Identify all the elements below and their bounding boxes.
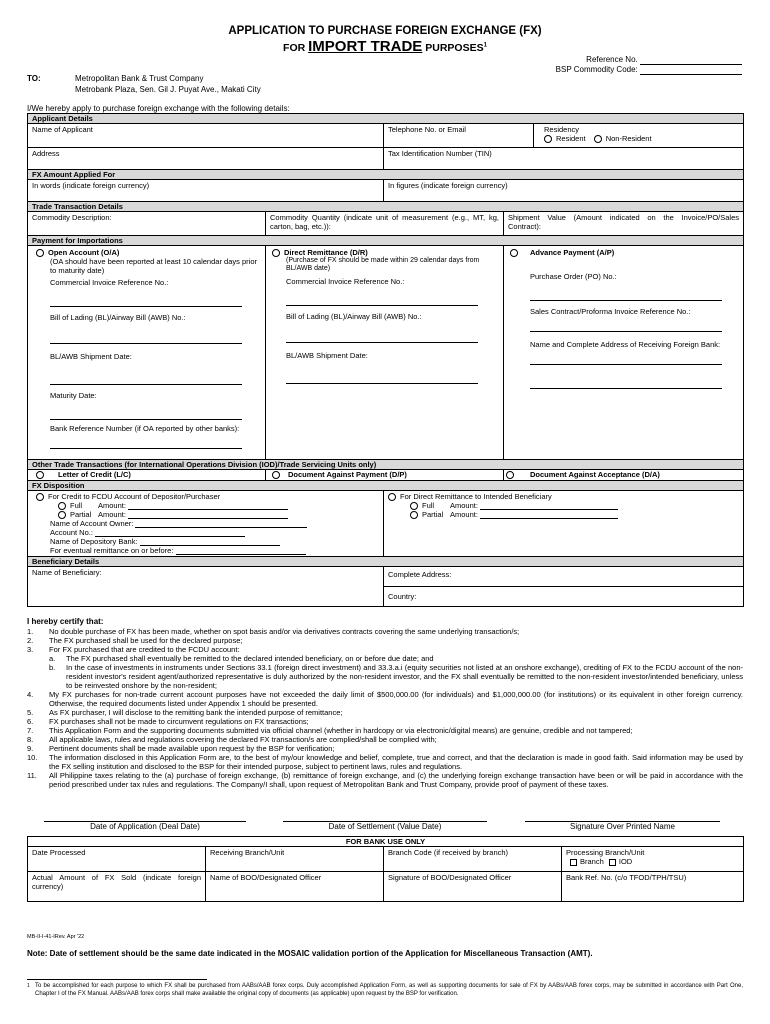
- date-of-application-field[interactable]: [44, 821, 246, 832]
- open-account-radio[interactable]: [36, 249, 44, 257]
- applicant-name-label: Name of Applicant: [32, 125, 93, 134]
- ap-bank-input[interactable]: [530, 355, 722, 365]
- subtitle-suffix: PURPOSES: [422, 42, 484, 54]
- ap-contract-input[interactable]: [530, 322, 722, 332]
- quantity-field[interactable]: [266, 212, 504, 236]
- bank-use-header: FOR BANK USE ONLY: [28, 837, 744, 847]
- boo-name-label: Name of BOO/Designated Officer: [210, 873, 322, 882]
- certify-item: [27, 690, 743, 708]
- account-no-input[interactable]: [95, 529, 245, 537]
- footnote-mark: 1: [483, 42, 487, 49]
- oa-bl-label: Bill of Lading (BL)/Airway Bill (AWB) No.:: [50, 313, 186, 323]
- footnote-rule: [27, 979, 207, 980]
- bsp-commodity-code-field[interactable]: [556, 65, 742, 75]
- resident-radio[interactable]: [544, 135, 552, 143]
- date-of-settlement-field[interactable]: [283, 821, 487, 832]
- shipment-field[interactable]: [504, 212, 744, 236]
- certify-item: [27, 744, 743, 753]
- processing-branch-label: Processing Branch/Unit: [566, 848, 645, 857]
- fcdu-full-amount-label: Amount:: [98, 501, 126, 511]
- address-field[interactable]: [28, 148, 384, 170]
- advance-payment-panel: [504, 246, 744, 460]
- shipment-label: Shipment Value (Amount indicated on the Invoice/PO/Sales Contract):: [508, 213, 740, 231]
- ap-po-input[interactable]: [530, 291, 722, 301]
- payment-header: Payment for Importations: [28, 236, 744, 246]
- certify-item: [27, 771, 743, 789]
- direct-remittance-panel: [266, 246, 504, 460]
- residency-field: [534, 124, 744, 148]
- certify-item-number: 9.: [27, 744, 34, 753]
- direct-partial-amount-label: Amount:: [450, 510, 478, 520]
- telephone-field[interactable]: [384, 124, 534, 148]
- direct-remit-panel: [384, 491, 744, 557]
- certify-subitem: [27, 663, 743, 690]
- boo-signature-field[interactable]: [384, 872, 562, 902]
- direct-partial-label: Partial: [422, 510, 444, 520]
- disposition-header: FX Disposition: [28, 481, 744, 491]
- bank-ref-field[interactable]: [562, 872, 744, 902]
- non-resident-radio[interactable]: [594, 135, 602, 143]
- certify-item-text: The information disclosed in this Application Form are, to the best of my/our knowledge and belief, complete, true and correct, and that the declaration is made in good faith. Said information may be used by the FX selling institution and disclosed to the BSP for their intended purpose, subject to pertinent laws, rules and regulations.: [49, 753, 743, 771]
- open-account-note: (OA should have been reported at least 10 calendar days prior to maturity date): [50, 257, 257, 276]
- beneficiary-name-field[interactable]: [28, 567, 384, 607]
- fcdu-partial-amount-label: Amount:: [98, 510, 126, 520]
- certify-item-text: Pertinent documents shall be made available upon request by the BSP for verification;: [49, 744, 335, 753]
- fcdu-partial-label: Partial: [70, 510, 92, 520]
- lc-option: [28, 470, 266, 481]
- date-processed-field[interactable]: [28, 847, 206, 872]
- addressee: [75, 74, 261, 96]
- boo-name-field[interactable]: [206, 872, 384, 902]
- form-subtitle: [0, 38, 770, 56]
- fcdu-full-radio[interactable]: [58, 502, 66, 510]
- residency-label: Residency: [544, 125, 580, 134]
- bsp-code-label: BSP Commodity Code:: [555, 65, 638, 74]
- telephone-label: Telephone No. or Email: [388, 125, 466, 134]
- direct-full-radio[interactable]: [410, 502, 418, 510]
- form-title: APPLICATION TO PURCHASE FOREIGN EXCHANGE (FX): [228, 25, 542, 37]
- certify-item-number: 8.: [27, 735, 34, 744]
- beneficiary-header: Beneficiary Details: [28, 557, 744, 567]
- certify-item-number: 6.: [27, 717, 34, 726]
- subtitle-prefix: FOR: [283, 42, 309, 54]
- non-resident-label: Non-Resident: [605, 134, 652, 143]
- oa-bank-ref-label: Bank Reference Number (if OA reported by other banks):: [50, 424, 240, 434]
- direct-remittance-radio[interactable]: [272, 249, 280, 257]
- date-of-settlement-label: Date of Settlement (Value Date): [328, 822, 442, 831]
- da-label: Document Against Acceptance (D/A): [530, 470, 660, 479]
- certify-item-text: This Application Form and the supporting documents submitted via official channel (whether in hardcopy or via electronic/digital means) are genuine, credible and not tampered;: [49, 726, 633, 735]
- eventual-input[interactable]: [176, 547, 306, 555]
- open-account-panel: [28, 246, 266, 460]
- dp-option: [266, 470, 504, 481]
- reference-no-label: Reference No.: [586, 55, 638, 64]
- depository-input[interactable]: [140, 538, 280, 546]
- certify-subitem: [27, 654, 743, 663]
- commodity-field[interactable]: [28, 212, 266, 236]
- branch-checkbox[interactable]: [570, 859, 577, 866]
- advance-payment-radio[interactable]: [510, 249, 518, 257]
- certify-item-text: All applicable laws, rules and regulations covering the declared FX transaction/s are complied/shall be complied with;: [49, 735, 437, 744]
- owner-label: Name of Account Owner:: [50, 519, 134, 529]
- certify-item-number: b.: [49, 663, 56, 672]
- ap-bank-input-2[interactable]: [530, 379, 722, 389]
- dr-invoice-input[interactable]: [286, 296, 478, 306]
- certify-item-number: 7.: [27, 726, 34, 735]
- dr-ship-date-label: BL/AWB Shipment Date:: [286, 350, 368, 360]
- fcdu-panel: [28, 491, 384, 557]
- amount-words-field[interactable]: [28, 180, 384, 202]
- bank-address: Metrobank Plaza, Sen. Gil J. Puyat Ave., Makati City: [75, 84, 261, 94]
- tin-label: Tax Identification Number (TIN): [388, 149, 492, 158]
- oa-bank-ref-input[interactable]: [50, 439, 242, 449]
- address-label: Address: [32, 149, 60, 158]
- actual-amount-label: Actual Amount of FX Sold (indicate foreign currency): [32, 873, 201, 891]
- certify-item: [27, 645, 743, 654]
- date-processed-label: Date Processed: [32, 848, 86, 857]
- settlement-note: Note: Date of settlement should be the same date indicated in the MOSAIC validation portion of the Application for Miscellaneous Transaction (AMT).: [27, 949, 593, 958]
- beneficiary-address-field[interactable]: [384, 567, 744, 587]
- advance-payment-label: Advance Payment (A/P): [530, 248, 615, 257]
- iod-checkbox[interactable]: [609, 859, 616, 866]
- actual-amount-field[interactable]: [28, 872, 206, 902]
- certify-item: [27, 753, 743, 771]
- amount-words-label: In words (indicate foreign currency): [32, 181, 150, 190]
- oa-ship-date-label: BL/AWB Shipment Date:: [50, 352, 132, 362]
- certify-item-number: 5.: [27, 708, 34, 717]
- direct-full-amount-input[interactable]: [480, 502, 618, 510]
- owner-input[interactable]: [135, 520, 307, 528]
- open-account-label: Open Account (O/A): [48, 248, 120, 257]
- fcdu-full-label: Full: [70, 501, 83, 511]
- direct-remit-label: For Direct Remittance to Intended Beneficiary: [400, 492, 552, 501]
- fcdu-partial-radio[interactable]: [58, 511, 66, 519]
- amount-figures-label: In figures (indicate foreign currency): [388, 181, 508, 190]
- oa-invoice-input[interactable]: [50, 297, 242, 307]
- certify-item-text: FX purchases shall not be made to circumvent regulations on FX transactions;: [49, 717, 309, 726]
- account-no-label: Account No.:: [50, 528, 93, 538]
- quantity-label: Commodity Quantity (indicate unit of measurement (e.g., MT, kg, carton, bag, etc.)):: [270, 213, 499, 231]
- fcdu-radio[interactable]: [36, 493, 44, 501]
- certify-item-text: As FX purchaser, I will disclose to the remitting bank the intended purpose of remittance;: [49, 708, 343, 717]
- oa-invoice-label: Commercial Invoice Reference No.:: [50, 278, 169, 288]
- boo-signature-label: Signature of BOO/Designated Officer: [388, 873, 512, 882]
- processing-branch-field: [562, 847, 744, 872]
- beneficiary-name-label: Name of Beneficiary:: [32, 568, 102, 578]
- branch-label: Branch: [580, 857, 604, 866]
- certify-item-number: 10.: [27, 753, 38, 762]
- direct-remit-radio[interactable]: [388, 493, 396, 501]
- beneficiary-country-field[interactable]: [384, 587, 744, 607]
- branch-code-field[interactable]: [384, 847, 562, 872]
- certify-item-number: a.: [49, 654, 56, 663]
- subtitle-emphasis: IMPORT TRADE: [308, 38, 423, 55]
- certify-item-text: In the case of investments in instruments under Sections 33.1 (foreign direct investment) and 33.3.a.i (equity securities not listed at an onshore exchange), crediting of FX to the FCDU account of the non-resident investor's resident agent/authorized representative is duly authorized by the non-resident investor, and the FX shall eventually be remitted to the non-resident investor/intended beneficiary, unless to be reinvested onshore by the non-resident;: [66, 663, 743, 690]
- commodity-label: Commodity Description:: [32, 213, 112, 222]
- receiving-branch-label: Receiving Branch/Unit: [210, 848, 285, 857]
- reference-no-field[interactable]: [586, 55, 742, 65]
- date-of-application-label: Date of Application (Deal Date): [90, 822, 200, 831]
- certify-item: [27, 735, 743, 744]
- oa-bl-input[interactable]: [50, 334, 242, 344]
- fcdu-label: For Credit to FCDU Account of Depositor/Purchaser: [48, 492, 221, 501]
- certify-item-number: 3.: [27, 645, 34, 654]
- trade-header: Trade Transaction Details: [28, 202, 744, 212]
- da-option: [504, 470, 744, 481]
- bank-ref-label: Bank Ref. No. (c/o TFOD/TPH/TSU): [566, 873, 687, 882]
- certify-item: [27, 636, 743, 645]
- resident-label: Resident: [556, 134, 586, 143]
- branch-code-label: Branch Code (if received by branch): [388, 848, 509, 857]
- dp-label: Document Against Payment (D/P): [288, 470, 407, 479]
- beneficiary-address-label: Complete Address:: [388, 570, 452, 580]
- dr-bl-label: Bill of Lading (BL)/Airway Bill (AWB) No.:: [286, 311, 422, 321]
- application-form-table: [27, 113, 744, 607]
- signature-label: Signature Over Printed Name: [570, 822, 675, 831]
- lc-radio[interactable]: [36, 471, 44, 479]
- certify-item-text: My FX purchases for non-trade current account purposes have not exceeded the daily limit of $500,000.00 (for individuals) and $1,000,000.00 (for institutions) or its equivalent in other foreign currency. Otherwise, the required documents listed under Appendix 1 should be presented.: [49, 690, 743, 708]
- certify-item-text: For FX purchased that are credited to the FCDU account:: [49, 645, 240, 654]
- certify-list: [27, 627, 743, 789]
- ap-bank-label: Name and Complete Address of Receiving Foreign Bank:: [530, 340, 721, 350]
- certify-item-text: No double purchase of FX has been made, whether on spot basis and/or via derivatives contracts covering the same underlying transaction/s;: [49, 627, 520, 636]
- oa-maturity-label: Maturity Date:: [50, 391, 97, 401]
- applicant-header: Applicant Details: [28, 114, 744, 124]
- da-radio[interactable]: [506, 471, 514, 479]
- direct-full-label: Full: [422, 501, 435, 511]
- other-header: Other Trade Transactions (for International Operations Division (IOD)/Trade Servicing Units only): [28, 460, 744, 470]
- certify-item-number: 11.: [27, 771, 37, 780]
- eventual-label: For eventual remittance on or before:: [50, 546, 174, 556]
- fcdu-partial-amount-input[interactable]: [128, 511, 288, 519]
- direct-partial-radio[interactable]: [410, 511, 418, 519]
- fx-amount-header: FX Amount Applied For: [28, 170, 744, 180]
- certify-item: [27, 627, 743, 636]
- direct-full-amount-label: Amount:: [450, 501, 478, 511]
- footnote-number: 1: [27, 983, 30, 989]
- depository-label: Name of Depository Bank:: [50, 537, 138, 547]
- direct-remittance-label: Direct Remittance (D/R): [284, 248, 368, 257]
- certify-header: I hereby certify that:: [27, 617, 104, 626]
- dp-radio[interactable]: [272, 471, 280, 479]
- certify-item-number: 4.: [27, 690, 34, 699]
- certify-item: [27, 726, 743, 735]
- certify-item-number: 1.: [27, 627, 34, 636]
- certify-item-number: 2.: [27, 636, 34, 645]
- to-label: TO:: [27, 74, 41, 83]
- ap-po-label: Purchase Order (PO) No.:: [530, 272, 617, 282]
- certify-item: [27, 717, 743, 726]
- direct-remittance-note: (Purchase of FX should be made within 29 calendar days from BL/AWB date): [286, 257, 480, 273]
- dr-ship-date-input[interactable]: [286, 374, 478, 384]
- receiving-branch-field[interactable]: [206, 847, 384, 872]
- footnote-text: To be accomplished for each purpose to which FX shall be purchased from AABs/AAB forex corps. Duly accomplished Application Form, as well as supporting documents for sale of FX by AABs/AAB forex corps, may be submitted in accordance with Part One, Chapter I of the FX Manual. AABs/AAB forex corps shall make available the original copy of documents (as applicable) upon request by the BSP for verification.: [35, 983, 743, 997]
- oa-maturity-input[interactable]: [50, 410, 242, 420]
- applicant-name-field[interactable]: [28, 124, 384, 148]
- dr-invoice-label: Commercial Invoice Reference No.:: [286, 276, 405, 286]
- tin-field[interactable]: [384, 148, 744, 170]
- apply-statement: I/We hereby apply to purchase foreign exchange with the following details:: [27, 104, 290, 113]
- beneficiary-country-label: Country:: [388, 592, 417, 602]
- oa-ship-date-input[interactable]: [50, 375, 242, 385]
- signature-field[interactable]: [525, 821, 720, 832]
- dr-bl-input[interactable]: [286, 333, 478, 343]
- bank-use-table: [27, 836, 744, 902]
- direct-partial-amount-input[interactable]: [480, 511, 618, 519]
- amount-figures-field[interactable]: [384, 180, 744, 202]
- footnote: [27, 983, 743, 999]
- form-code: MB-II-I-41-IRev. Apr '22: [27, 934, 85, 940]
- certify-item-text: The FX purchased shall be used for the declared purpose;: [49, 636, 243, 645]
- certify-item-text: The FX purchased shall eventually be remitted to the declared intended beneficiary, on or before due date; and: [66, 654, 434, 663]
- iod-label: IOD: [618, 857, 633, 866]
- certify-item: [27, 708, 743, 717]
- fcdu-full-amount-input[interactable]: [128, 502, 288, 510]
- certify-item-text: All Philippine taxes relating to the (a) purchase of foreign exchange, (b) remittance of foreign exchange, and (c) the underlying foreign exchange transaction have been or will be paid in accordance with the period prescribed under tax rules and regulations. The Company/I shall, upon request of Metropolitan Bank and Trust Company, provide proof of payment of these taxes.: [49, 771, 743, 789]
- lc-label: Letter of Credit (L/C): [58, 470, 131, 479]
- bank-name: Metropolitan Bank & Trust Company: [75, 74, 204, 83]
- ap-contract-label: Sales Contract/Proforma Invoice Reference No.:: [530, 307, 691, 317]
